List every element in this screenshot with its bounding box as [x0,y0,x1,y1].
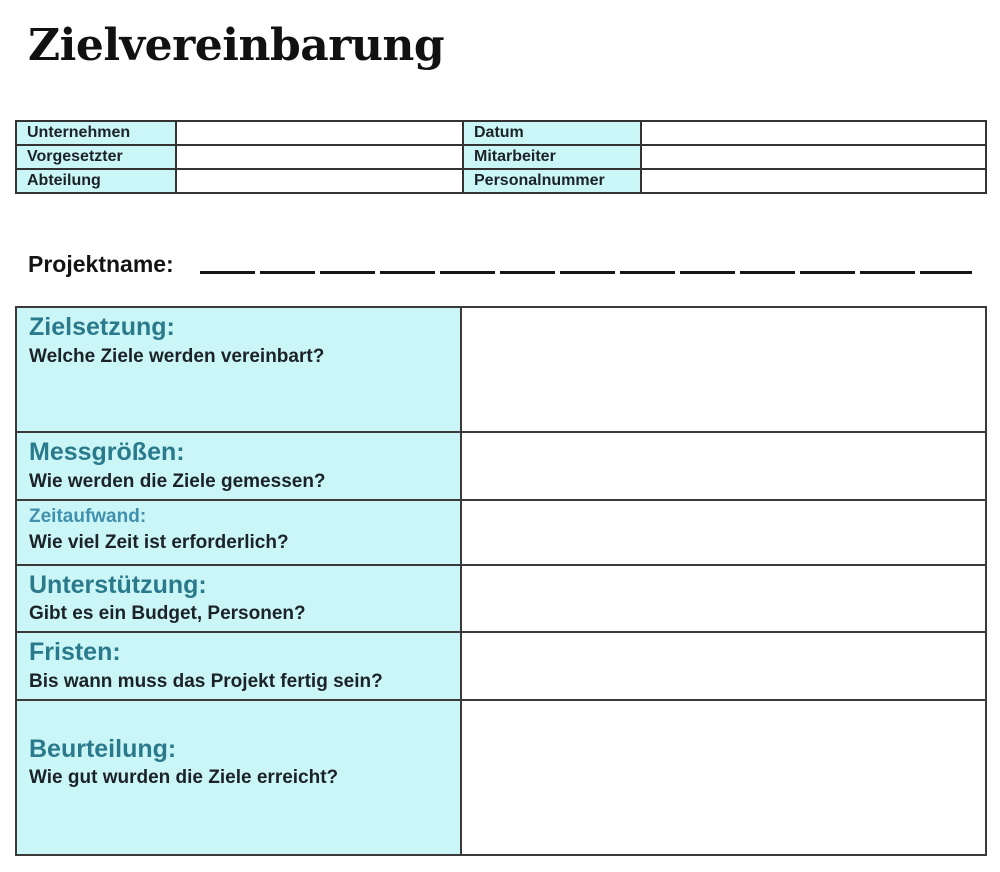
info-label-vorgesetzter: Vorgesetzter [16,145,176,169]
form-page [0,20,1000,872]
info-label-unternehmen: Unternehmen [16,121,176,145]
info-row [16,121,986,145]
section-row-fristen [16,632,986,699]
projektname-row [28,251,972,277]
section-question-unterstuetzung: Gibt es ein Budget, Personen? [29,603,306,625]
answer-cell-fristen[interactable] [461,632,986,699]
projektname-label: Projektname: [28,250,174,277]
section-row-zeitaufwand [16,500,986,565]
section-question-zeitaufwand: Wie viel Zeit ist erforderlich? [29,531,289,553]
info-label-personalnummer: Personalnummer [463,169,641,193]
projektname-fill-line[interactable] [200,271,972,274]
info-label-datum: Datum [463,121,641,145]
info-value-vorgesetzter[interactable] [176,145,463,169]
info-label-mitarbeiter: Mitarbeiter [463,145,641,169]
section-question-beurteilung: Wie gut wurden die Ziele erreicht? [29,767,339,789]
info-label-abteilung: Abteilung [16,169,176,193]
info-value-personalnummer[interactable] [641,169,986,193]
section-heading-beurteilung: Beurteilung: [29,734,177,763]
section-question-fristen: Bis wann muss das Projekt fertig sein? [29,670,383,692]
section-row-unterstuetzung [16,565,986,632]
section-heading-messgroessen: Messgrößen: [29,438,185,467]
goals-table [15,306,987,855]
section-row-messgroessen [16,432,986,499]
info-value-mitarbeiter[interactable] [641,145,986,169]
section-heading-zeitaufwand: Zeitaufwand: [29,505,147,527]
section-question-messgroessen: Wie werden die Ziele gemessen? [29,470,326,492]
info-row [16,145,986,169]
section-question-zielsetzung: Welche Ziele werden vereinbart? [29,345,325,367]
section-row-zielsetzung [16,307,986,432]
answer-cell-zielsetzung[interactable] [461,307,986,432]
section-heading-unterstuetzung: Unterstützung: [29,570,207,599]
answer-cell-unterstuetzung[interactable] [461,565,986,632]
answer-cell-zeitaufwand[interactable] [461,500,986,565]
answer-cell-beurteilung[interactable] [461,700,986,855]
answer-cell-messgroessen[interactable] [461,432,986,499]
section-row-beurteilung [16,700,986,855]
info-value-datum[interactable] [641,121,986,145]
section-heading-zielsetzung: Zielsetzung: [29,313,175,342]
page-title: Zielvereinbarung [28,20,445,71]
info-row [16,169,986,193]
section-heading-fristen: Fristen: [29,638,121,667]
info-value-unternehmen[interactable] [176,121,463,145]
info-value-abteilung[interactable] [176,169,463,193]
info-table [15,120,987,194]
